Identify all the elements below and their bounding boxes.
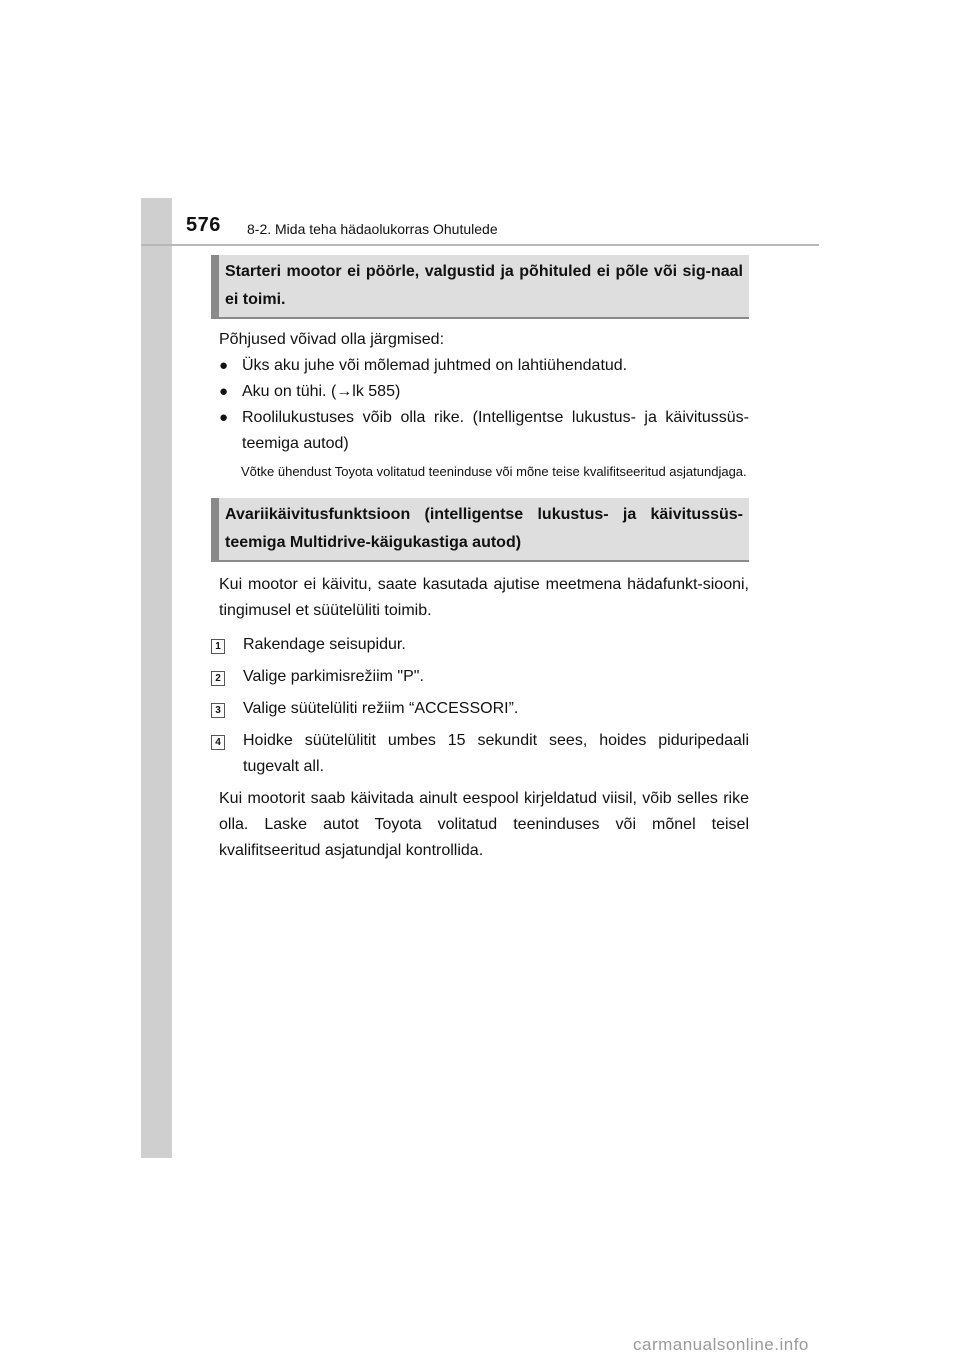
section-intro: Kui mootor ei käivitu, saate kasutada ajutise meetmena hädafunkt-siooni, tingimusel et süütelüliti toimib. (219, 576, 749, 619)
step-text: Valige süütelüliti režiim “ACCESSORI”. (243, 700, 519, 717)
step-text: Hoidke süütelülitit umbes 15 sekundit sees, hoides piduripedaali tugevalt all. (243, 732, 749, 775)
list-item (219, 405, 749, 457)
bullet-icon: ● (219, 409, 229, 426)
page-content (211, 255, 749, 864)
step-number-badge: 2 (211, 671, 225, 686)
step-item (211, 696, 749, 722)
section-heading-starter: Starteri mootor ei pöörle, valgustid ja põhituled ei põle või sig-naal ei toimi. (211, 255, 749, 319)
section-heading-emergency-start: Avariikäivitusfunktsioon (intelligentse lukustus- ja käivitussüs-teemiga Multidrive-käigukastiga autod) (211, 498, 749, 562)
step-number-badge: 4 (211, 735, 225, 750)
list-item-text: Aku on tühi. (→lk 585) (242, 383, 401, 400)
bullet-icon: ● (219, 383, 229, 400)
step-item (211, 664, 749, 690)
list-item (219, 379, 749, 405)
list-item-text: Üks aku juhe või mõlemad juhtmed on lahtiühendatud. (242, 357, 628, 374)
step-text: Valige parkimisrežiim "P". (243, 668, 424, 685)
closing-paragraph: Kui mootorit saab käivitada ainult eespool kirjeldatud viisil, võib selles rike olla. Laske autot Toyota volitatud teeninduses või mõnel teisel kvalifitseeritud asjatundjal kontrollida. (219, 790, 749, 859)
list-item-text: Roolilukustuses võib olla rike. (Intelligentse lukustus- ja käivitussüs-teemiga autod) (242, 409, 749, 452)
breadcrumb: 8-2. Mida teha hädaolukorras Ohutulede (247, 221, 498, 237)
step-item (211, 728, 749, 780)
list-item (219, 353, 749, 379)
bullet-icon: ● (219, 357, 229, 374)
step-number-badge: 3 (211, 703, 225, 718)
watermark: carmanualsonline.info (633, 1335, 809, 1354)
step-item (211, 632, 749, 658)
note-text: Võtke ühendust Toyota volitatud teeninduse või mõne teise kvalifitseeritud asjatundjaga. (241, 464, 747, 479)
step-number-badge: 1 (211, 639, 225, 654)
section-intro: Põhjused võivad olla järgmised: (219, 331, 445, 348)
page-number: 576 (186, 214, 221, 236)
page-sidebar-band (141, 198, 172, 1158)
step-text: Rakendage seisupidur. (243, 636, 406, 653)
header-divider (141, 244, 819, 246)
